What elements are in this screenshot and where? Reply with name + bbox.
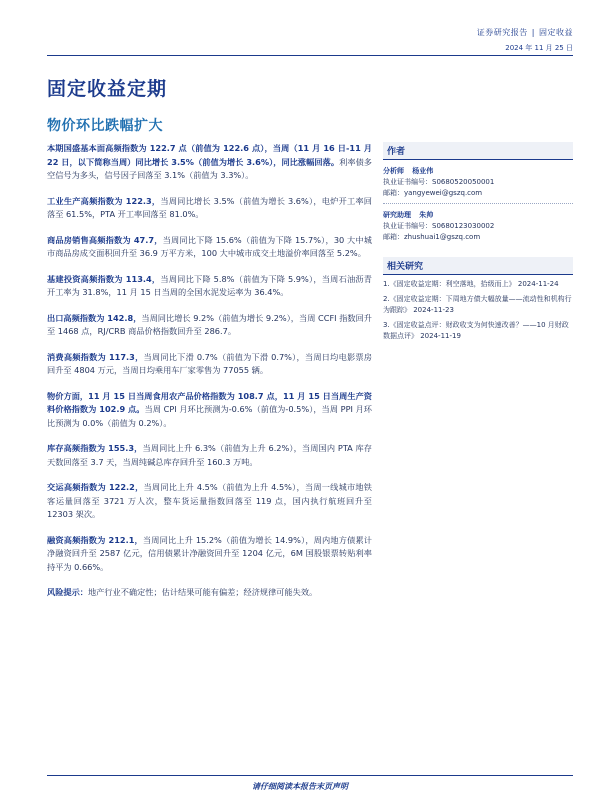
header-series xyxy=(477,27,573,38)
report-series-label: 证券研究报告 xyxy=(476,28,528,37)
paragraph-body: 当周同比上升 15.2%（前值为增长 14.9%），周内地方债累计净融资回升至 2587 亿元，信用债累计净融资回升至 1204 亿元，6M 国股银票转贴利率持平为 0.66%。 xyxy=(47,534,372,572)
paragraph-housing xyxy=(47,234,372,261)
author-name-row xyxy=(383,210,573,221)
paragraph-consumption xyxy=(47,351,372,378)
related-research xyxy=(383,257,573,342)
report-date: 2024 年 11 月 25 日 xyxy=(505,44,573,52)
related-heading: 相关研究 xyxy=(383,257,573,275)
paragraph-lead: 风险提示： xyxy=(47,587,88,597)
cert-number: S0680123030002 xyxy=(432,222,495,230)
paragraph-lead: 库存高频指数为 155.3， xyxy=(47,443,143,453)
paragraph-body: 当周同比下降 5.8%（前值为下降 5.9%），当周石油沥青开工率为 31.8%，11 月 15 日当周的全国水泥发运率为 36.4%。 xyxy=(47,273,372,297)
author-name-row xyxy=(383,166,573,177)
cert-label: 执业证书编号： xyxy=(383,222,432,230)
header-divider xyxy=(47,55,573,56)
cert-label: 执业证书编号： xyxy=(383,178,432,186)
author-card xyxy=(383,210,573,243)
paragraph-financing xyxy=(47,534,372,575)
header-separator: | xyxy=(531,28,535,37)
cert-number: S0680520050001 xyxy=(432,178,495,186)
author-name: 朱帅 xyxy=(419,211,434,219)
author-role: 研究助理 xyxy=(383,211,411,219)
paragraph-body: 当周同比增长 9.2%（前值为增长 9.2%），当周 CCFI 指数回升至 1468 点，RJ/CRB 商品价格指数回升至 286.7。 xyxy=(47,312,372,336)
risk-warning xyxy=(47,586,372,600)
paragraph-industrial xyxy=(47,195,372,222)
paragraph-lead: 本期国盛基本面高频指数为 122.7 点（前值为 122.6 点），当周（11 月 16 日-11 月 22 日，以下简称当周）同比增长 3.5%（前值为增长 3.6%），同比涨幅回落。 xyxy=(47,143,372,167)
paragraph-body: 当周同比上升 4.5%（前值为上升 4.5%），当周一线城市地铁客运量回落至 3721 万人次，整车货运量指数回落至 119 点，国内执行航班回升至 12303 架次。 xyxy=(47,482,372,519)
email-link[interactable]: zhushuai1@gszq.com xyxy=(404,233,481,241)
paragraph-transport xyxy=(47,481,372,522)
author-cert xyxy=(383,177,573,188)
paragraph-lead: 交运高频指数为 122.2， xyxy=(47,482,144,492)
paragraph-lead: 物价方面，11 月 15 日当周食用农产品价格指数为 108.7 点，11 月 15 日当周生产资料价格指数为 102.9 点。 xyxy=(47,390,372,414)
author-role: 分析师 xyxy=(383,167,404,175)
email-label: 邮箱： xyxy=(383,189,404,197)
footer-divider xyxy=(47,775,573,776)
paragraph-export xyxy=(47,312,372,339)
paragraph-body: 当周同比下降 15.6%（前值为下降 15.7%），30 大中城市商品房成交面积回升至 36.9 万平方米，100 大中城市成交土地溢价率回落至 5.2%。 xyxy=(47,234,372,258)
paragraph-body: 利率债多空信号为多头，信号因子回落至 3.1%（前值为 3.3%）。 xyxy=(47,156,372,180)
doc-type-heading: 固定收益定期 xyxy=(47,78,168,100)
paragraph-lead: 消费高频指数为 117.3， xyxy=(47,351,144,362)
related-item[interactable]: 2.《固定收益定期：下周地方债大幅放量——流动性和机构行为跟踪》 2024-11-23 xyxy=(383,295,572,314)
author-email xyxy=(383,232,573,243)
paragraph-lead: 出口高频指数为 142.8， xyxy=(47,312,142,323)
paragraph-body: 地产行业不确定性；估计结果可能有偏差；经济规律可能失效。 xyxy=(87,587,318,597)
paragraph-body: 当周同比增长 3.5%（前值为增长 3.6%），电炉开工率回落至 61.5%，PTA 开工率回落至 81.0%。 xyxy=(47,195,372,219)
related-item[interactable]: 3.《固定收益点评：财政收支为何快速改善？——10 月财政数据点评》 2024-11-19 xyxy=(383,321,569,340)
sidebar xyxy=(383,142,573,346)
paragraph-lead: 融资高频指数为 212.1， xyxy=(47,534,143,545)
author-card xyxy=(383,166,573,199)
related-item[interactable]: 1.《固定收益定期：利空落地，拾级而上》 2024-11-24 xyxy=(383,280,559,288)
email-label: 邮箱： xyxy=(383,233,404,241)
email-link[interactable]: yangyewei@gszq.com xyxy=(404,189,483,197)
page-title: 物价环比跌幅扩大 xyxy=(47,118,163,134)
paragraph-prices xyxy=(47,390,372,431)
paragraph-lead: 基建投资高频指数为 113.4， xyxy=(47,273,161,284)
author-email xyxy=(383,188,573,199)
report-category-label: 固定收益 xyxy=(539,28,573,37)
paragraph-body: 当周同比上升 6.3%（前值为上升 6.2%），当周国内 PTA 库存天数回落至 3.7 天，当周纯碱总库存回升至 160.3 万吨。 xyxy=(47,443,372,467)
paragraph-inventory xyxy=(47,442,372,469)
author-cert xyxy=(383,221,573,232)
author-name: 杨业伟 xyxy=(412,167,434,175)
paragraph-body: 当周同比下滑 0.7%（前值为下滑 0.7%），当周日均电影票房回升至 4804 万元，当周日均乘用车厂家零售为 77055 辆。 xyxy=(47,351,372,375)
paragraph-lead: 商品房销售高频指数为 47.7， xyxy=(47,234,163,245)
authors-heading: 作者 xyxy=(383,142,573,160)
paragraph-infrastructure xyxy=(47,273,372,300)
paragraph-summary xyxy=(47,142,372,183)
paragraph-body: 当周 CPI 月环比预测为-0.6%（前值为-0.5%），当周 PPI 月环比预测为 0.0%（前值为 0.2%）。 xyxy=(47,404,372,428)
author-divider xyxy=(383,203,573,204)
footer-disclaimer: 请仔细阅读本报告末页声明 xyxy=(252,782,348,791)
report-header xyxy=(0,0,600,60)
main-content xyxy=(47,142,372,612)
paragraph-lead: 工业生产高频指数为 122.3， xyxy=(47,195,161,206)
